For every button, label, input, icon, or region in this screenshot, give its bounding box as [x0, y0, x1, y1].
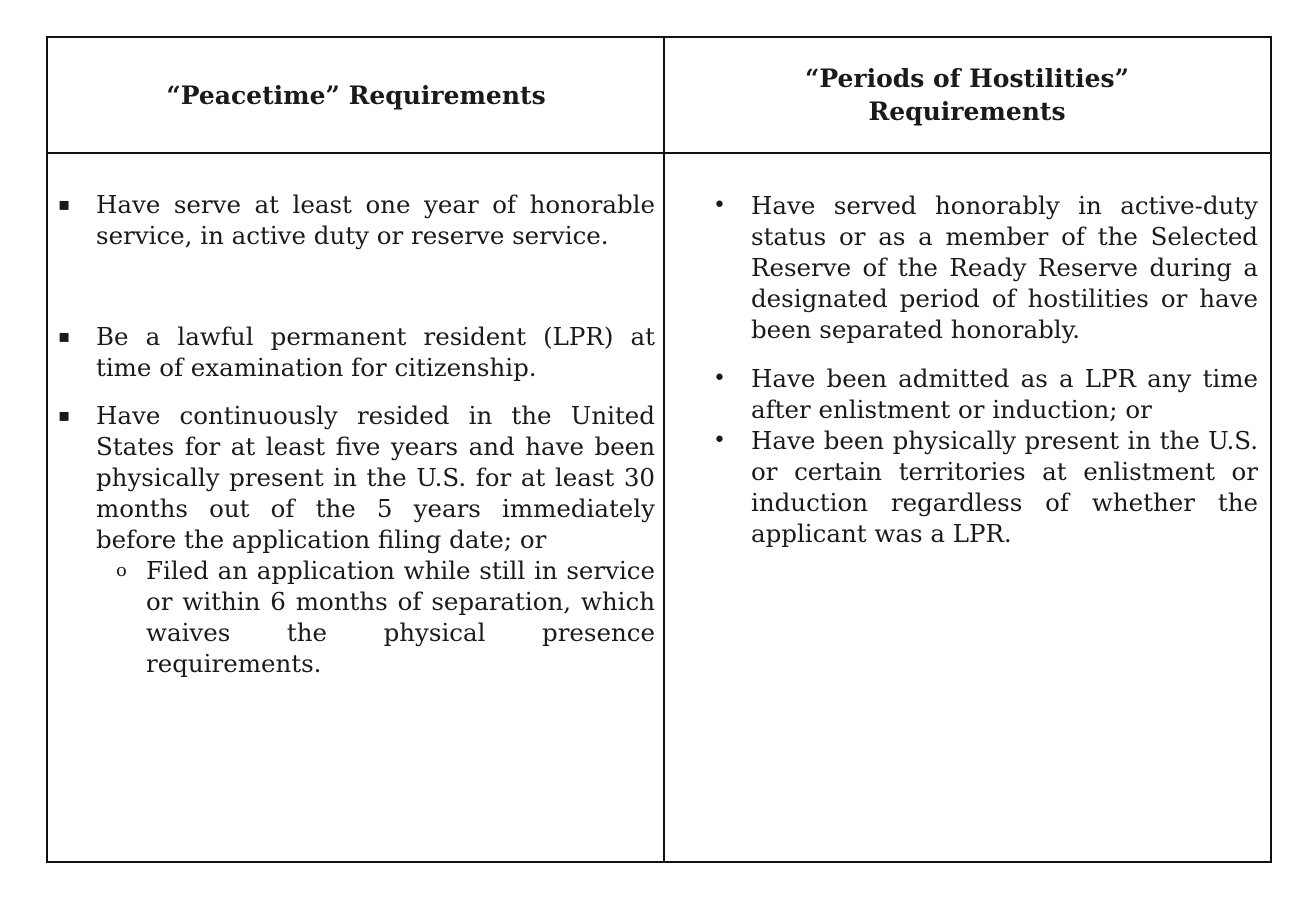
- round-bullet-icon: •: [713, 193, 726, 218]
- peacetime-item-3-text: Have continuously resided in the United States for at least five years and have been physically present in the U.S. for at least 30 months out of the 5 years immediately before the application filing date; or: [96, 401, 655, 554]
- peacetime-sub-item: [116, 555, 655, 679]
- requirements-table: [46, 36, 1272, 863]
- hostilities-item-2: [713, 363, 1258, 425]
- hostilities-header-text: “Periods of Hostilities” Requirements: [805, 64, 1129, 126]
- hostilities-column: [665, 154, 1270, 861]
- square-bullet-icon: ▪: [58, 194, 71, 215]
- hostilities-item-3-text: Have been physically present in the U.S. or certain territories at enlistment or induction regardless of whether the applicant was a LPR.: [751, 426, 1258, 548]
- peacetime-header: [48, 38, 664, 154]
- peacetime-header-text: “Peacetime” Requirements: [166, 80, 546, 110]
- peacetime-column: [48, 154, 663, 861]
- hostilities-header: [664, 38, 1270, 154]
- hostilities-item-3: [713, 425, 1258, 549]
- round-bullet-icon: •: [713, 366, 726, 391]
- hostilities-item-1: [713, 190, 1258, 345]
- peacetime-item-3: [58, 400, 655, 555]
- square-bullet-icon: ▪: [58, 326, 71, 347]
- peacetime-sub-item-text: Filed an application while still in service or within 6 months of separation, which waives the physical presence requirements.: [146, 556, 655, 678]
- round-bullet-icon: •: [713, 428, 726, 453]
- peacetime-item-2: [58, 321, 655, 383]
- peacetime-item-1-text: Have serve at least one year of honorable service, in active duty or reserve service.: [96, 190, 655, 250]
- peacetime-item-1: [58, 189, 655, 251]
- square-bullet-icon: ▪: [58, 405, 71, 426]
- open-circle-bullet-icon: o: [116, 560, 127, 581]
- hostilities-item-2-text: Have been admitted as a LPR any time after enlistment or induction; or: [751, 364, 1258, 424]
- peacetime-item-2-text: Be a lawful permanent resident (LPR) at time of examination for citizenship.: [96, 322, 655, 382]
- hostilities-item-1-text: Have served honorably in active-duty status or as a member of the Selected Reserve of the Ready Reserve during a designated period of hostilities or have been separated honorably.: [751, 191, 1258, 344]
